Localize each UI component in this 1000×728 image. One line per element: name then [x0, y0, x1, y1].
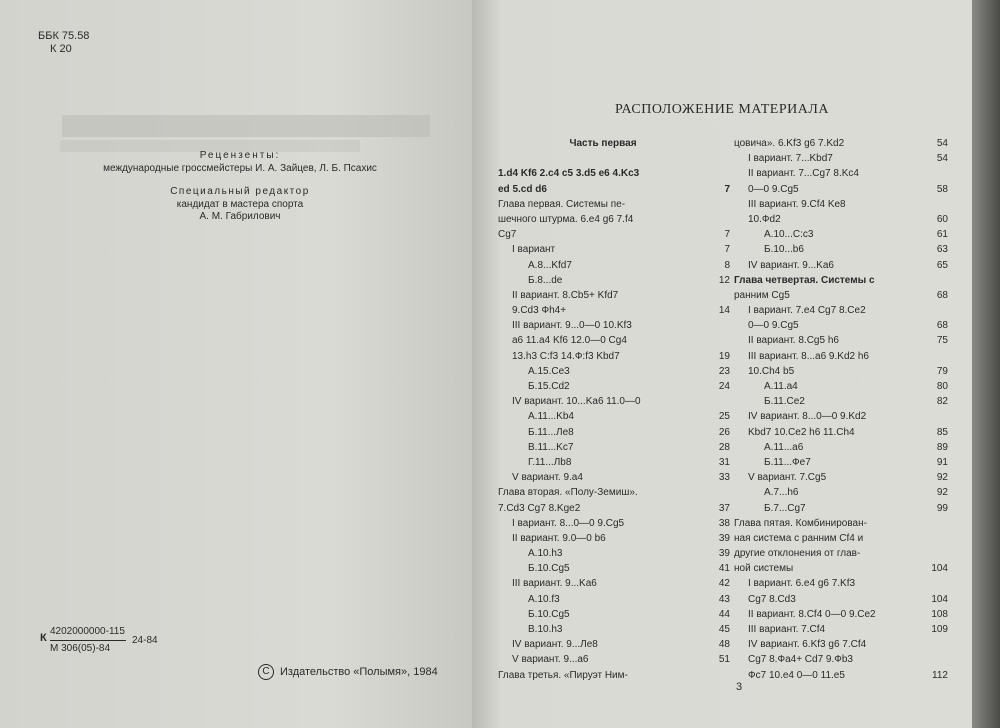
editor-label: Специальный редактор: [170, 186, 310, 197]
toc-entry: [498, 288, 730, 303]
toc-entry-text: 10.Фd2: [748, 213, 781, 225]
toc-entry-page: [708, 288, 730, 303]
toc-entry-page: 54: [936, 138, 948, 149]
toc-entry-page: [708, 668, 730, 683]
toc-entry: [734, 333, 948, 348]
toc-entry: [734, 136, 948, 151]
toc-entry-text: А.15.Ce3: [528, 365, 570, 377]
toc-entry: [498, 546, 730, 561]
toc-entry-page: [708, 197, 730, 212]
toc-entry-page: 41: [718, 563, 730, 575]
toc-entry-page: [926, 166, 948, 181]
toc-entry-text: цовича». 6.Kf3 g6 7.Kd2: [734, 138, 845, 149]
toc-entry-page: [637, 136, 659, 151]
toc-entry-page: [708, 212, 730, 227]
toc-entry: [734, 182, 948, 197]
toc-entry-text: Глава пятая. Комбинирован-: [734, 517, 867, 529]
toc-entry: [498, 607, 730, 622]
toc-entry: [734, 592, 948, 607]
toc-entry-text: 9.Cd3 Фh4+: [512, 305, 567, 317]
toc-entry-text: II вариант. 9.0—0 b6: [512, 532, 606, 544]
toc-entry: [734, 440, 948, 455]
toc-entry: [734, 668, 948, 683]
toc-entry-page: 92: [936, 487, 948, 499]
toc-entry: [734, 318, 948, 333]
author-code: К 20: [50, 43, 72, 55]
toc-entry-page: [708, 151, 730, 166]
toc-entry: [498, 182, 730, 197]
toc-entry-text: III вариант. 8...a6 9.Kd2 h6: [748, 350, 869, 362]
toc-entry: [498, 197, 730, 212]
toc-entry-text: Б.15.Cd2: [528, 381, 570, 392]
toc-entry: [498, 561, 730, 576]
isbn-fraction-line: [50, 640, 126, 641]
toc-entry-page: 8: [724, 259, 730, 271]
toc-entry-page: 61: [936, 229, 948, 241]
toc-entry-text: Б.10.Cg5: [528, 563, 570, 575]
toc-entry: [498, 652, 730, 667]
toc-entry: [498, 485, 730, 500]
toc-entry-page: 108: [931, 608, 948, 620]
toc-entry-text: А.7...h6: [764, 487, 799, 499]
toc-entry-text: II вариант. 8.Cb5+ Kfd7: [512, 289, 619, 301]
toc-entry: [498, 258, 730, 273]
page-number: 3: [736, 681, 743, 693]
toc-entry-page: [926, 546, 948, 561]
toc-entry-page: [926, 303, 948, 318]
toc-entry-page: 24: [718, 381, 730, 392]
toc-entry-page: [926, 197, 948, 212]
toc-entry-page: 79: [936, 365, 948, 377]
toc-entry: [498, 333, 730, 348]
toc-entry: [498, 470, 730, 485]
toc-entry: [734, 379, 948, 394]
toc-entry: [498, 394, 730, 409]
toc-entry-page: 14: [718, 305, 730, 317]
toc-entry: [498, 151, 730, 166]
toc-entry: [734, 258, 948, 273]
toc-entry: [734, 501, 948, 516]
toc-entry: [734, 273, 948, 288]
toc-entry-text: IV вариант. 8...0—0 9.Kd2: [748, 411, 867, 423]
toc-entry: [498, 425, 730, 440]
toc-entry: [498, 349, 730, 364]
right-page: [472, 0, 972, 728]
toc-column-right: [734, 136, 948, 683]
toc-entry-text: А.10.h3: [528, 548, 563, 560]
toc-entry: [734, 637, 948, 652]
toc-entry: [734, 303, 948, 318]
reviewers-names: международные гроссмейстеры И. А. Зайцев, Л. Б. Псахис: [103, 163, 377, 174]
reviewers-label: Рецензенты:: [199, 150, 281, 161]
left-page: [0, 0, 472, 728]
toc-entry: [498, 622, 730, 637]
toc-entry: [734, 470, 948, 485]
toc-entry: [498, 227, 730, 242]
toc-entry-page: 109: [931, 624, 948, 635]
toc-entry-text: I вариант. 7.e4 Cg7 8.Ce2: [748, 305, 866, 317]
editor-name: А. М. Габрилович: [199, 211, 281, 222]
toc-entry-page: 12: [718, 274, 730, 286]
toc-entry-page: 58: [936, 183, 948, 195]
toc-entry-text: Б.10...b6: [764, 244, 804, 256]
toc-entry-text: 1.d4 Kf6 2.c4 c5 3.d5 e6 4.Kc3: [498, 168, 640, 180]
toc-entry-page: 82: [936, 396, 948, 408]
toc-entry-page: 33: [718, 472, 730, 484]
toc-entry-text: III вариант. 7.Cf4: [748, 624, 826, 635]
toc-entry: [498, 136, 730, 151]
toc-entry-text: Б.8...de: [528, 274, 563, 286]
toc-entry-page: 112: [932, 669, 948, 681]
toc-entry-text: Б.10.Cg5: [528, 608, 570, 620]
toc-entry-page: 48: [718, 639, 730, 651]
toc-entry-text: 13.h3 C:f3 14.Ф:f3 Kbd7: [512, 350, 620, 362]
isbn-code-top: 4202000000-115: [50, 626, 125, 637]
publisher-text: Издательство «Полымя», 1984: [280, 666, 438, 678]
toc-entry-text: IV вариант. 9...Ka6: [748, 259, 834, 271]
toc-entry-page: 7: [724, 229, 730, 241]
toc-entry-text: 0—0 9.Cg5: [748, 183, 799, 195]
toc-entry-text: Cg7 8.Cd3: [748, 593, 796, 605]
copyright-seal-icon: С: [258, 664, 274, 680]
toc-entry: [498, 576, 730, 591]
toc-entry: [498, 273, 730, 288]
toc-entry-text: А.10...C:c3: [764, 229, 814, 241]
toc-entry-text: Глава четвертая. Системы с: [734, 274, 875, 286]
toc-entry-page: 54: [936, 153, 948, 165]
toc-entry-page: 43: [718, 593, 730, 605]
toc-entry-page: [926, 576, 948, 591]
toc-entry: [734, 197, 948, 212]
toc-entry: [498, 379, 730, 394]
toc-entry-page: 7: [724, 183, 730, 195]
toc-entry: [734, 364, 948, 379]
toc-entry-page: 44: [718, 608, 730, 620]
toc-entry-text: 10.Ch4 b5: [748, 365, 795, 377]
show-through-text: [300, 18, 312, 65]
toc-entry-text: V вариант. 9...a6: [512, 654, 589, 666]
toc-entry-page: 28: [718, 441, 730, 453]
toc-entry-page: [708, 333, 730, 348]
toc-entry: [498, 501, 730, 516]
toc-entry-text: IV вариант. 9...Лe8: [512, 639, 598, 651]
toc-entry: [734, 531, 948, 546]
toc-entry-text: IV вариант. 6.Kf3 g6 7.Cf4: [748, 639, 867, 651]
toc-entry-page: 99: [936, 502, 948, 514]
toc-title: РАСПОЛОЖЕНИЕ МАТЕРИАЛА: [615, 102, 829, 117]
toc-entry: [734, 652, 948, 667]
toc-entry-page: 45: [718, 624, 730, 635]
toc-entry-page: 104: [931, 593, 948, 605]
toc-entry-page: [926, 273, 948, 288]
toc-entry-text: II вариант. 8.Cf4 0—0 9.Ce2: [748, 608, 876, 620]
toc-entry-text: 0—0 9.Cg5: [748, 320, 799, 332]
toc-entry-page: 39: [718, 532, 730, 544]
toc-entry-text: I вариант. 6.e4 g6 7.Kf3: [748, 578, 856, 590]
toc-entry-page: 37: [718, 502, 730, 514]
toc-entry-page: 80: [936, 381, 948, 392]
toc-entry-page: 91: [936, 456, 948, 468]
toc-entry-text: А.10.f3: [528, 593, 560, 605]
toc-entry: [734, 288, 948, 303]
toc-entry: [734, 485, 948, 500]
toc-entry: [734, 576, 948, 591]
toc-entry-page: 26: [718, 426, 730, 438]
toc-entry-text: А.11...a6: [764, 441, 804, 453]
toc-entry-text: В.11...Kc7: [528, 441, 574, 453]
toc-entry-page: [708, 166, 730, 181]
toc-entry-text: IV вариант. 10...Ka6 11.0—0: [512, 396, 641, 408]
toc-entry-page: [926, 652, 948, 667]
toc-entry-page: 19: [718, 350, 730, 362]
toc-entry: [734, 227, 948, 242]
toc-entry-page: [708, 485, 730, 500]
toc-entry-text: Г.11...Лb8: [528, 456, 572, 468]
toc-entry-page: 65: [936, 259, 948, 271]
toc-entry-page: [926, 516, 948, 531]
toc-entry-text: другие отклонения от глав-: [734, 548, 861, 560]
toc-entry-page: 25: [718, 411, 730, 423]
toc-column-left: [498, 136, 730, 683]
toc-entry: [734, 425, 948, 440]
toc-entry-page: 104: [931, 563, 948, 575]
isbn-code-bottom: М 306(05)-84: [50, 643, 111, 654]
toc-entry: [498, 637, 730, 652]
toc-entry-text: Глава третья. «Пируэт Ним-: [498, 669, 628, 681]
toc-entry-text: 7.Cd3 Cg7 8.Kge2: [498, 502, 581, 514]
toc-entry: [498, 212, 730, 227]
toc-entry: [734, 242, 948, 257]
toc-entry: [498, 531, 730, 546]
toc-entry: [734, 349, 948, 364]
toc-entry-text: шечного штурма. 6.e4 g6 7.f4: [498, 213, 634, 225]
toc-entry-page: 51: [718, 654, 730, 666]
toc-entry-text: II вариант. 7...Cg7 8.Kc4: [748, 168, 859, 180]
toc-entry-page: [926, 531, 948, 546]
toc-entry-page: 60: [936, 213, 948, 225]
toc-entry: [734, 409, 948, 424]
toc-entry-text: А.8...Kfd7: [528, 259, 572, 271]
toc-entry-text: V вариант. 7.Cg5: [748, 472, 827, 484]
toc-entry-page: 75: [936, 335, 948, 347]
toc-entry-text: А.11.a4: [764, 381, 798, 392]
toc-entry: [498, 668, 730, 683]
toc-entry: [734, 516, 948, 531]
toc-entry: [498, 364, 730, 379]
toc-entry-text: Глава первая. Системы пе-: [498, 198, 626, 210]
toc-entry-text: ная система с ранним Cf4 и: [734, 532, 864, 544]
toc-entry-page: 42: [718, 578, 730, 590]
toc-entry: [498, 242, 730, 257]
toc-entry-text: В.10.h3: [528, 624, 563, 635]
toc-entry: [734, 622, 948, 637]
show-through-band: [62, 115, 430, 137]
toc-entry: [498, 516, 730, 531]
toc-entry-text: Часть первая: [569, 138, 637, 149]
toc-entry-page: 7: [724, 244, 730, 256]
toc-entry-text: Cg7: [498, 229, 517, 241]
toc-entry: [734, 212, 948, 227]
toc-entry: [498, 318, 730, 333]
toc-entry: [734, 166, 948, 181]
toc-entry-page: [926, 409, 948, 424]
toc-entry-text: I вариант. 8...0—0 9.Cg5: [512, 517, 625, 529]
toc-entry-text: Б.11...Фe7: [764, 456, 811, 468]
toc-entry-text: I вариант. 7...Kbd7: [748, 153, 833, 165]
toc-entry-text: Cg7 8.Фa4+ Cd7 9.Фb3: [748, 654, 853, 666]
toc-entry-text: II вариант. 8.Cg5 h6: [748, 335, 839, 347]
toc-entry: [498, 455, 730, 470]
toc-entry-text: ранним Cg5: [734, 289, 790, 301]
toc-entry-page: 23: [718, 365, 730, 377]
toc-entry-text: Б.11.Ce2: [764, 396, 805, 408]
toc-entry-page: [708, 394, 730, 409]
toc-entry-text: А.11...Kb4: [528, 411, 574, 423]
toc-entry-text: III вариант. 9...Ka6: [512, 578, 597, 590]
toc-entry: [734, 455, 948, 470]
toc-entry-text: Б.11...Лe8: [528, 426, 574, 438]
toc-entry-text: III вариант. 9...0—0 10.Kf3: [512, 320, 632, 332]
toc-entry-text: V вариант. 9.a4: [512, 472, 583, 484]
toc-entry-text: ed 5.cd d6: [498, 183, 547, 195]
toc-entry-text: ной системы: [734, 563, 794, 575]
publisher-line: [258, 664, 438, 680]
toc-entry: [734, 394, 948, 409]
bbk-code: ББК 75.58: [38, 30, 90, 42]
toc-entry-page: 92: [936, 472, 948, 484]
toc-entry-page: 38: [718, 517, 730, 529]
toc-entry-text: Фc7 10.e4 0—0 11.e5: [748, 669, 845, 681]
toc-entry-text: Kbd7 10.Ce2 h6 11.Ch4: [748, 426, 855, 438]
toc-entry: [734, 151, 948, 166]
toc-entry: [498, 592, 730, 607]
toc-entry: [498, 303, 730, 318]
toc-entry-page: 63: [936, 244, 948, 256]
toc-entry-page: [708, 318, 730, 333]
toc-entry-page: 31: [718, 456, 730, 468]
toc-entry-page: [926, 349, 948, 364]
toc-entry-page: [926, 637, 948, 652]
toc-entry: [734, 607, 948, 622]
toc-entry: [498, 409, 730, 424]
toc-entry-text: I вариант: [512, 244, 556, 256]
toc-entry-page: 68: [936, 289, 948, 301]
isbn-code-right: 24-84: [132, 635, 158, 646]
toc-entry-page: 39: [718, 548, 730, 560]
toc-entry-page: 85: [936, 426, 948, 438]
toc-entry: [734, 546, 948, 561]
toc-entry-text: Б.7...Cg7: [764, 502, 806, 514]
toc-entry-page: 89: [936, 441, 948, 453]
isbn-letter: К: [40, 632, 47, 644]
toc-entry-text: Глава вторая. «Полу-Земиш».: [498, 487, 638, 499]
book-edge-shadow: [972, 0, 1000, 728]
toc-entry: [498, 440, 730, 455]
toc-entry-page: 68: [936, 320, 948, 332]
toc-entry-text: a6 11.a4 Kf6 12.0—0 Cg4: [512, 335, 627, 347]
toc-entry-text: III вариант. 9.Cf4 Ke8: [748, 198, 846, 210]
toc-entry: [498, 166, 730, 181]
toc-entry: [734, 561, 948, 576]
editor-title: кандидат в мастера спорта: [176, 199, 304, 210]
